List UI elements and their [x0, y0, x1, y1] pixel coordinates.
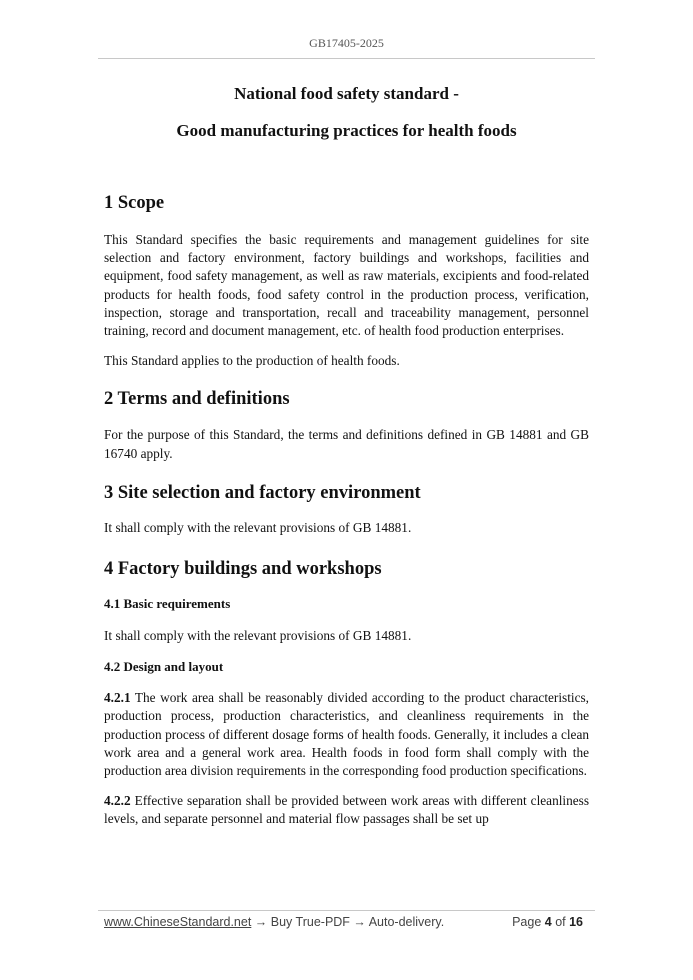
clause-4-2-2-number: 4.2.2	[104, 793, 131, 809]
page-label: Page	[512, 915, 545, 929]
section-3-heading: 3 Site selection and factory environment	[104, 482, 421, 503]
clause-4-2-1	[104, 689, 589, 780]
document-title-line2: Good manufacturing practices for health foods	[176, 121, 517, 140]
document-code: GB17405-2025	[309, 36, 384, 50]
section-1-heading: 1 Scope	[104, 193, 165, 213]
footer-divider	[98, 910, 595, 911]
footer-promo	[104, 915, 444, 929]
section-2-paragraph-1: For the purpose of this Standard, the terms and definitions defined in GB 14881 and GB 16740 apply.	[104, 427, 589, 461]
clause-4-2-1-text: The work area shall be reasonably divided according to the product characteristics, production process, production characteristics, and cleanliness requirements in the production process of different dosage forms of health foods. Generally, it includes a clean work area and a general work area. Health foods in food form shall comply with the production area division requirements in the corresponding food production specifications.	[104, 690, 589, 779]
header-divider	[98, 58, 595, 59]
section-1-paragraph-2: This Standard applies to the production of health foods.	[104, 353, 400, 369]
clause-4-2-2-text: Effective separation shall be provided between work areas with different cleanliness levels, and separate personnel and material flow passages shall be set up	[104, 793, 589, 827]
section-3-paragraph-1: It shall comply with the relevant provisions of GB 14881.	[104, 519, 412, 535]
clause-4-2-1-number: 4.2.1	[104, 690, 131, 706]
current-page-number: 4	[544, 915, 552, 929]
subsection-4-1-heading: 4.1 Basic requirements	[104, 596, 231, 612]
section-1-paragraph-1: This Standard specifies the basic requirements and management guidelines for site selection and factory environment, factory buildings and workshops, facilities and equipment, food safety management, as well as raw materials, excipients and food-related products for health foods, food safety control in the production process, verification, inspection, storage and transportation, recall and traceability management, personnel training, record and document management, etc. of health food production enterprises.	[104, 232, 589, 339]
page-of-label: of	[551, 915, 570, 929]
subsection-4-1-paragraph: It shall comply with the relevant provisions of GB 14881.	[104, 628, 412, 644]
page-footer	[0, 915, 693, 935]
page-content	[104, 80, 589, 829]
subsection-4-2-heading: 4.2 Design and layout	[104, 659, 224, 675]
page-indicator	[512, 915, 583, 929]
document-title-line1: National food safety standard -	[234, 84, 459, 103]
footer-site-link[interactable]: www.ChineseStandard.net	[104, 915, 252, 929]
section-4-heading: 4 Factory buildings and workshops	[104, 559, 382, 580]
section-2-heading: 2 Terms and definitions	[104, 389, 290, 410]
footer-promo-text: → Buy True-PDF → Auto-delivery.	[251, 915, 445, 929]
total-page-count: 16	[569, 915, 583, 929]
clause-4-2-2	[104, 792, 589, 828]
